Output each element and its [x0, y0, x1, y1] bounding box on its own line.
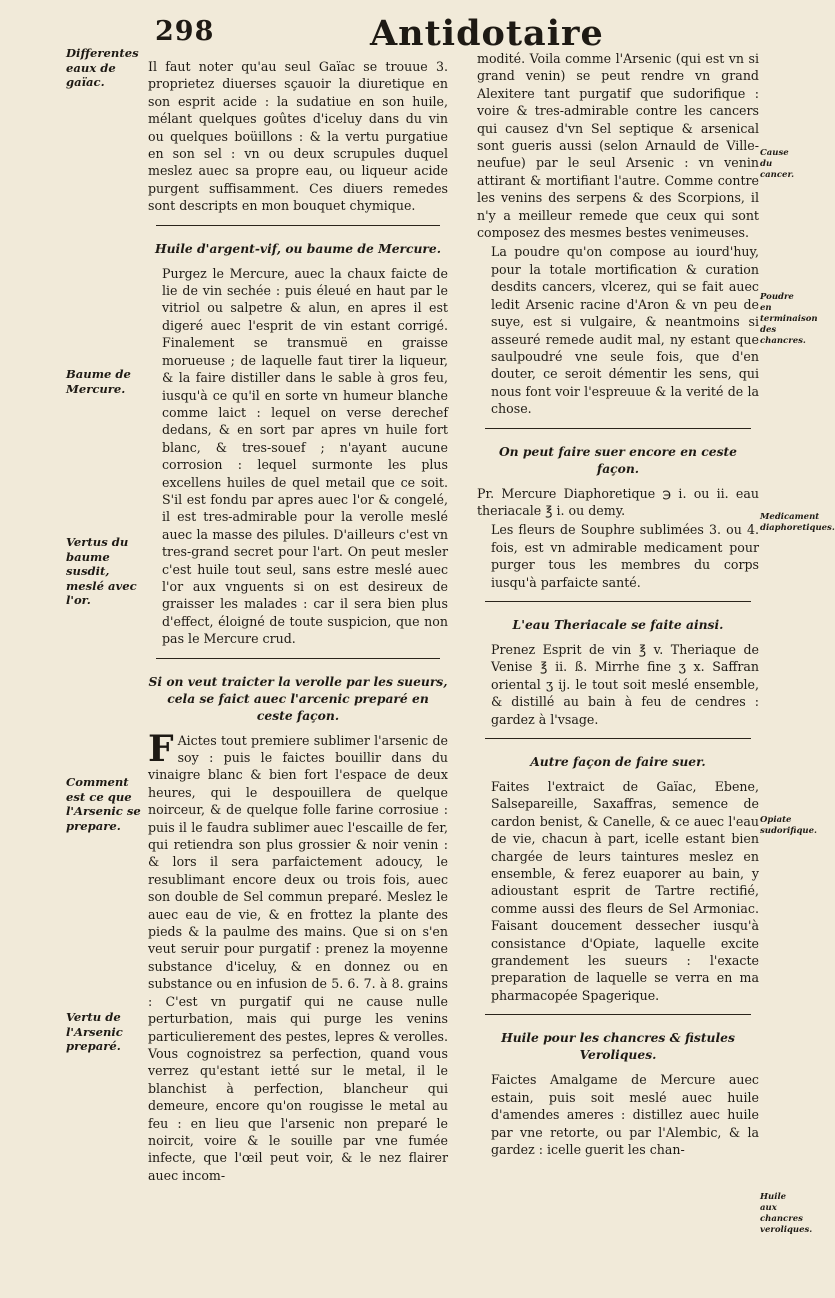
section-heading: On peut faire suer encore en ceste façon.: [498, 443, 738, 476]
section-heading: Autre façon de faire suer.: [530, 754, 706, 769]
section-rule: [156, 225, 440, 226]
margin-note: Medicament diaphoretiques.: [760, 512, 835, 533]
section-rule: [485, 601, 751, 602]
section-heading: Si on veut traicter la verolle par les sueurs, cela se faict auec l'arcenic preparé en ceste façon.: [148, 673, 448, 723]
paragraph: Il faut noter qu'au seul Gaïac se trouue 3. proprietez diuerses sçauoir la diuretique en son esprit acide : la sudatiue en son huile, mélant quelques goûtes d'iceluy dans du vin ou quelques boüillons : & la vertu purgatiue en son sel : vn ou deux scrupules duquel meslez auec sa propre eau, ou liqueur acide purgent suffisamment. Ces diuers remedes sont descripts en mon bouquet chymique.: [148, 59, 448, 214]
paragraph: [148, 727, 448, 1185]
margin-note: Comment est ce que l'Arsenic se prepare.: [66, 775, 141, 833]
page-number: 298: [155, 16, 215, 47]
paragraph: Les fleurs de Souphre sublimées 3. ou 4. fois, est vn admirable medicament pour purger tous les membres du corps iusqu'à parfaicte santé.: [491, 522, 759, 590]
section-rule: [485, 1014, 751, 1015]
section-heading: Huile pour les chancres & fistules Veroliques.: [501, 1030, 735, 1063]
paragraph: Prenez Esprit de vin ℥ v. Theriaque de Venise ℥ ii. ß. Mirrhe fine ʒ x. Saffran oriental ʒ ij. le tout soit meslé ensemble, & distillé au bain à feu de cendres : gardez à l'vsage.: [491, 641, 759, 727]
margin-note: Huile aux chancres veroliques.: [760, 1192, 813, 1235]
margin-note: Poudre en terminaison des chancres.: [760, 292, 818, 346]
section-rule: [156, 658, 440, 659]
paragraph-text: Aictes tout premiere sublimer l'arsenic de soy : puis le faictes bouillir dans du vinaigre blanc & bien fort l'espace de deux heures, qui le despouillera de quelque noirceur, & de quelque folle farine corrosiue : puis il le faudra sublimer auec l'escaille de fer, qui retiendra son plus grossier & noir venin : & lors il sera parfaictement adoucy, le resublimant encore deux ou trois fois, auec son double de Sel commun preparé. Meslez le auec eau de vie, & en frottez la plante des pieds & la paulme des mains. Que si on s'en veut seruir pour purgatif : prenez la moyenne substance d'iceluy, & en donnez ou en substance ou en infusion de 5. 6. 7. à 8. grains : C'est vn purgatif qui ne cause nulle perturbation, mais qui purge les venins particulierement des pestes, lepres & verolles. Vous cognoistrez sa perfection, quand vous verrez qu'estant ietté sur le metal, il le blanchist à perfection, blancheur qui demeure, encore qu'on rougisse le metal au feu : en lieu que l'arsenic non preparé le noircit, voire & le souille par vne fumée infecte, que l'œil peut voir, & le nez flairer auec incom-: [148, 732, 448, 1183]
margin-note: Baume de Mercure.: [66, 367, 131, 396]
margin-note: Cause du cancer.: [760, 148, 795, 180]
section-heading: Huile d'argent-vif, ou baume de Mercure.: [154, 240, 442, 256]
paragraph: Faites l'extraict de Gaïac, Ebene, Salsepareille, Saxaffras, semence de cardon benist, & Canelle, & ce auec l'eau de vie, chacun à part, icelle estant bien chargée de leurs taintures meslez en ensemble, & ferez euaporer au bain, y adioustant esprit de Tartre rectifié, comme aussi des fleurs de Sel Armoniac. Faisant doucement dessecher iusqu'à consistance d'Opiate, laquelle excite grandement les sueurs : l'exacte preparation de laquelle se verra en ma pharmacopée Spagerique.: [491, 779, 759, 1003]
paragraph: Pr. Mercure Diaphoretique ℈ i. ou ii. eau theriacale ℥ i. ou demy.: [477, 485, 759, 518]
left-column: [148, 58, 448, 1186]
paragraph: Purgez le Mercure, auec la chaux faicte de lie de vin sechée : puis éleué en haut par le vitriol ou salpetre & alun, en apres il est digeré auec l'esprit de vin estant corrigé. Finalement se transmuë en graisse morueuse ; de laquelle faut tirer la liqueur, & la faire distiller dans le sable à gros feu, iusqu'à ce qu'il en sorte vn humeur blanche comme laict : lequel on verse derechef dedans, & en sort par apres vn huile fort blanc, & tres-souef ; n'ayant aucune corrosion : lequel surmonte les plus excellens huiles de quel metail que ce soit. S'il est fondu par apres auec l'or & congelé, il est tres-admirable pour la verolle meslé auec la masse des pilules. D'ailleurs c'est vn tres-grand secret pour l'art. On peut mesler c'est huile tout seul, sans estre meslé auec l'or aux vnguents si on est desireux de graisser les malades : car il sera bien plus d'effect, éloigné de toute suspicion, que non pas le Mercure crud.: [162, 265, 448, 647]
section-heading: L'eau Theriacale se faite ainsi.: [512, 616, 724, 632]
margin-note: Differentes eaux de gaïac.: [66, 46, 139, 89]
paragraph: modité. Voila comme l'Arsenic (qui est vn si grand venin) se peut rendre vn grand Alexitere tant purgatif que sudorifique : voire & tres-admirable contre les cancers qui causez d'vn Sel septique & arsenical sont gueris aussi (selon Arnauld de Ville-neufue) par le seul Arsenic : vn venin attirant & mortifiant l'autre. Comme contre les venins des serpens & des Scorpions, il n'y a meilleur remede que ceux qui sont composez des mesmes bestes venimeuses.: [477, 51, 759, 241]
section-rule: [485, 738, 751, 739]
drop-cap: F: [148, 727, 174, 770]
right-column: [477, 50, 759, 1160]
margin-note: Vertu de l'Arsenic preparé.: [66, 1010, 123, 1053]
section-rule: [485, 428, 751, 429]
running-title: Antidotaire: [370, 13, 604, 54]
paragraph: Faictes Amalgame de Mercure auec estain, puis soit meslé auec huile d'amendes ameres : distillez auec huile par vne retorte, ou par l'Alembic, & la gardez : icelle guerit les chan-: [491, 1072, 759, 1157]
margin-note: Vertus du baume susdit, meslé avec l'or.: [66, 535, 137, 607]
margin-note: Opiate sudorifique.: [760, 815, 817, 836]
paragraph: La poudre qu'on compose au iourd'huy, pour la totale mortification & curation desdits cancers, vlcerez, qui se fait auec ledit Arsenic racine d'Aron & vn peu de suye, est si vulgaire, & neantmoins si asseuré remede audit mal, ny estant que saulpoudré vne seule fois, que d'en douter, ce seroit démentir les sens, qui nous font voir l'espreuue & la verité de la chose.: [491, 244, 759, 417]
